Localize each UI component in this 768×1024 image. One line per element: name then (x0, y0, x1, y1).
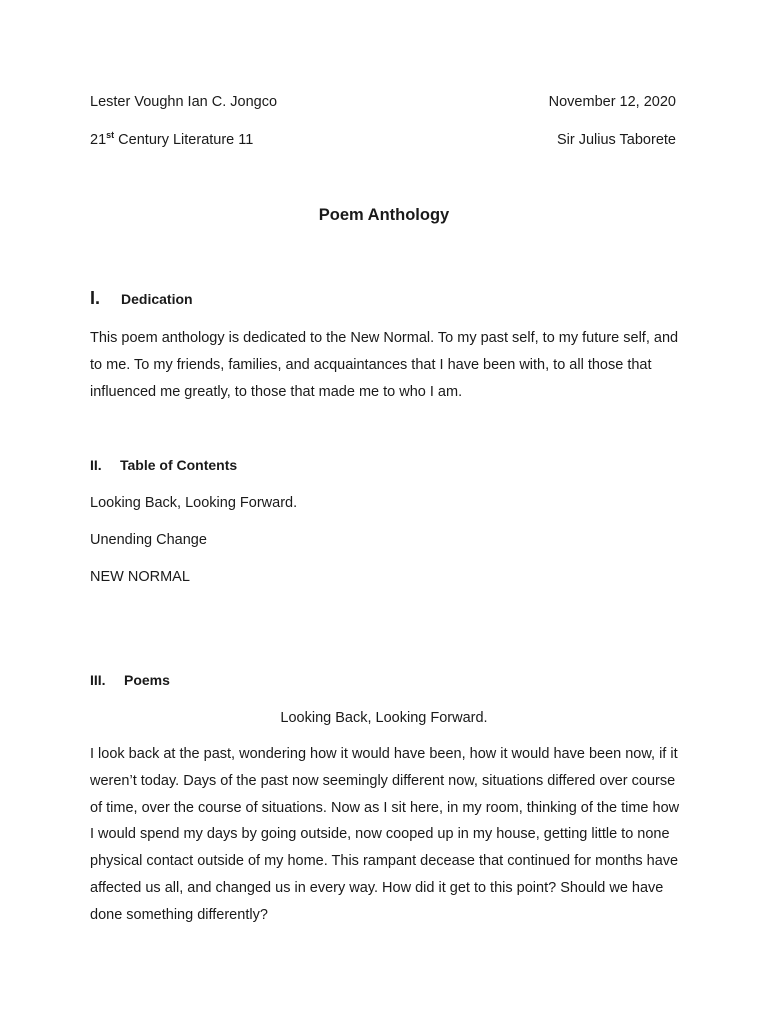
header-row-2 (90, 131, 676, 149)
poem-paragraph: I look back at the past, wondering how it would have been, how it would have been now, if it weren’t today. Days of the past now seemingly different now, situations differed over course of time, over the course of situations. Now as I sit here, in my room, thinking of the time how I would spend my days by going outside, now cooped up in my house, getting little to none physical contact outside of my home. This rampant decease that continued for months have affected us all, and changed us in every way. How did it get to this point? Should we have done something differently? (90, 746, 680, 923)
section-number: III. (90, 672, 106, 688)
section-number: I. (90, 288, 101, 308)
header-row-1 (90, 93, 676, 111)
poem-title: Looking Back, Looking Forward. (280, 710, 488, 726)
page-title: Poem Anthology (318, 206, 450, 224)
course-number: 21 (90, 132, 107, 148)
course-ordinal: st (106, 130, 115, 140)
teacher-name: Sir Julius Taborete (556, 132, 676, 148)
toc-item: Unending Change (90, 532, 207, 548)
section-label: Dedication (121, 291, 193, 307)
dedication-paragraph: This poem anthology is dedicated to the New Normal. To my past self, to my future self, and to me. To my friends, families, and acquaintances that I have been with, to all those that influenced me greatly, to those that made me to who I am. (90, 330, 679, 400)
course-name (90, 131, 253, 149)
section-label: Table of Contents (120, 457, 238, 473)
author-name: Lester Voughn Ian C. Jongco (90, 94, 278, 110)
toc-item: Looking Back, Looking Forward. (90, 495, 298, 511)
section-heading-dedication (90, 288, 193, 309)
section-heading-poems (90, 670, 170, 690)
document-date: November 12, 2020 (548, 94, 676, 110)
section-number: II. (90, 457, 102, 473)
course-title: Century Literature 11 (114, 132, 254, 148)
toc-item: NEW NORMAL (90, 569, 190, 585)
section-label: Poems (124, 672, 170, 688)
section-heading-toc (90, 455, 237, 475)
